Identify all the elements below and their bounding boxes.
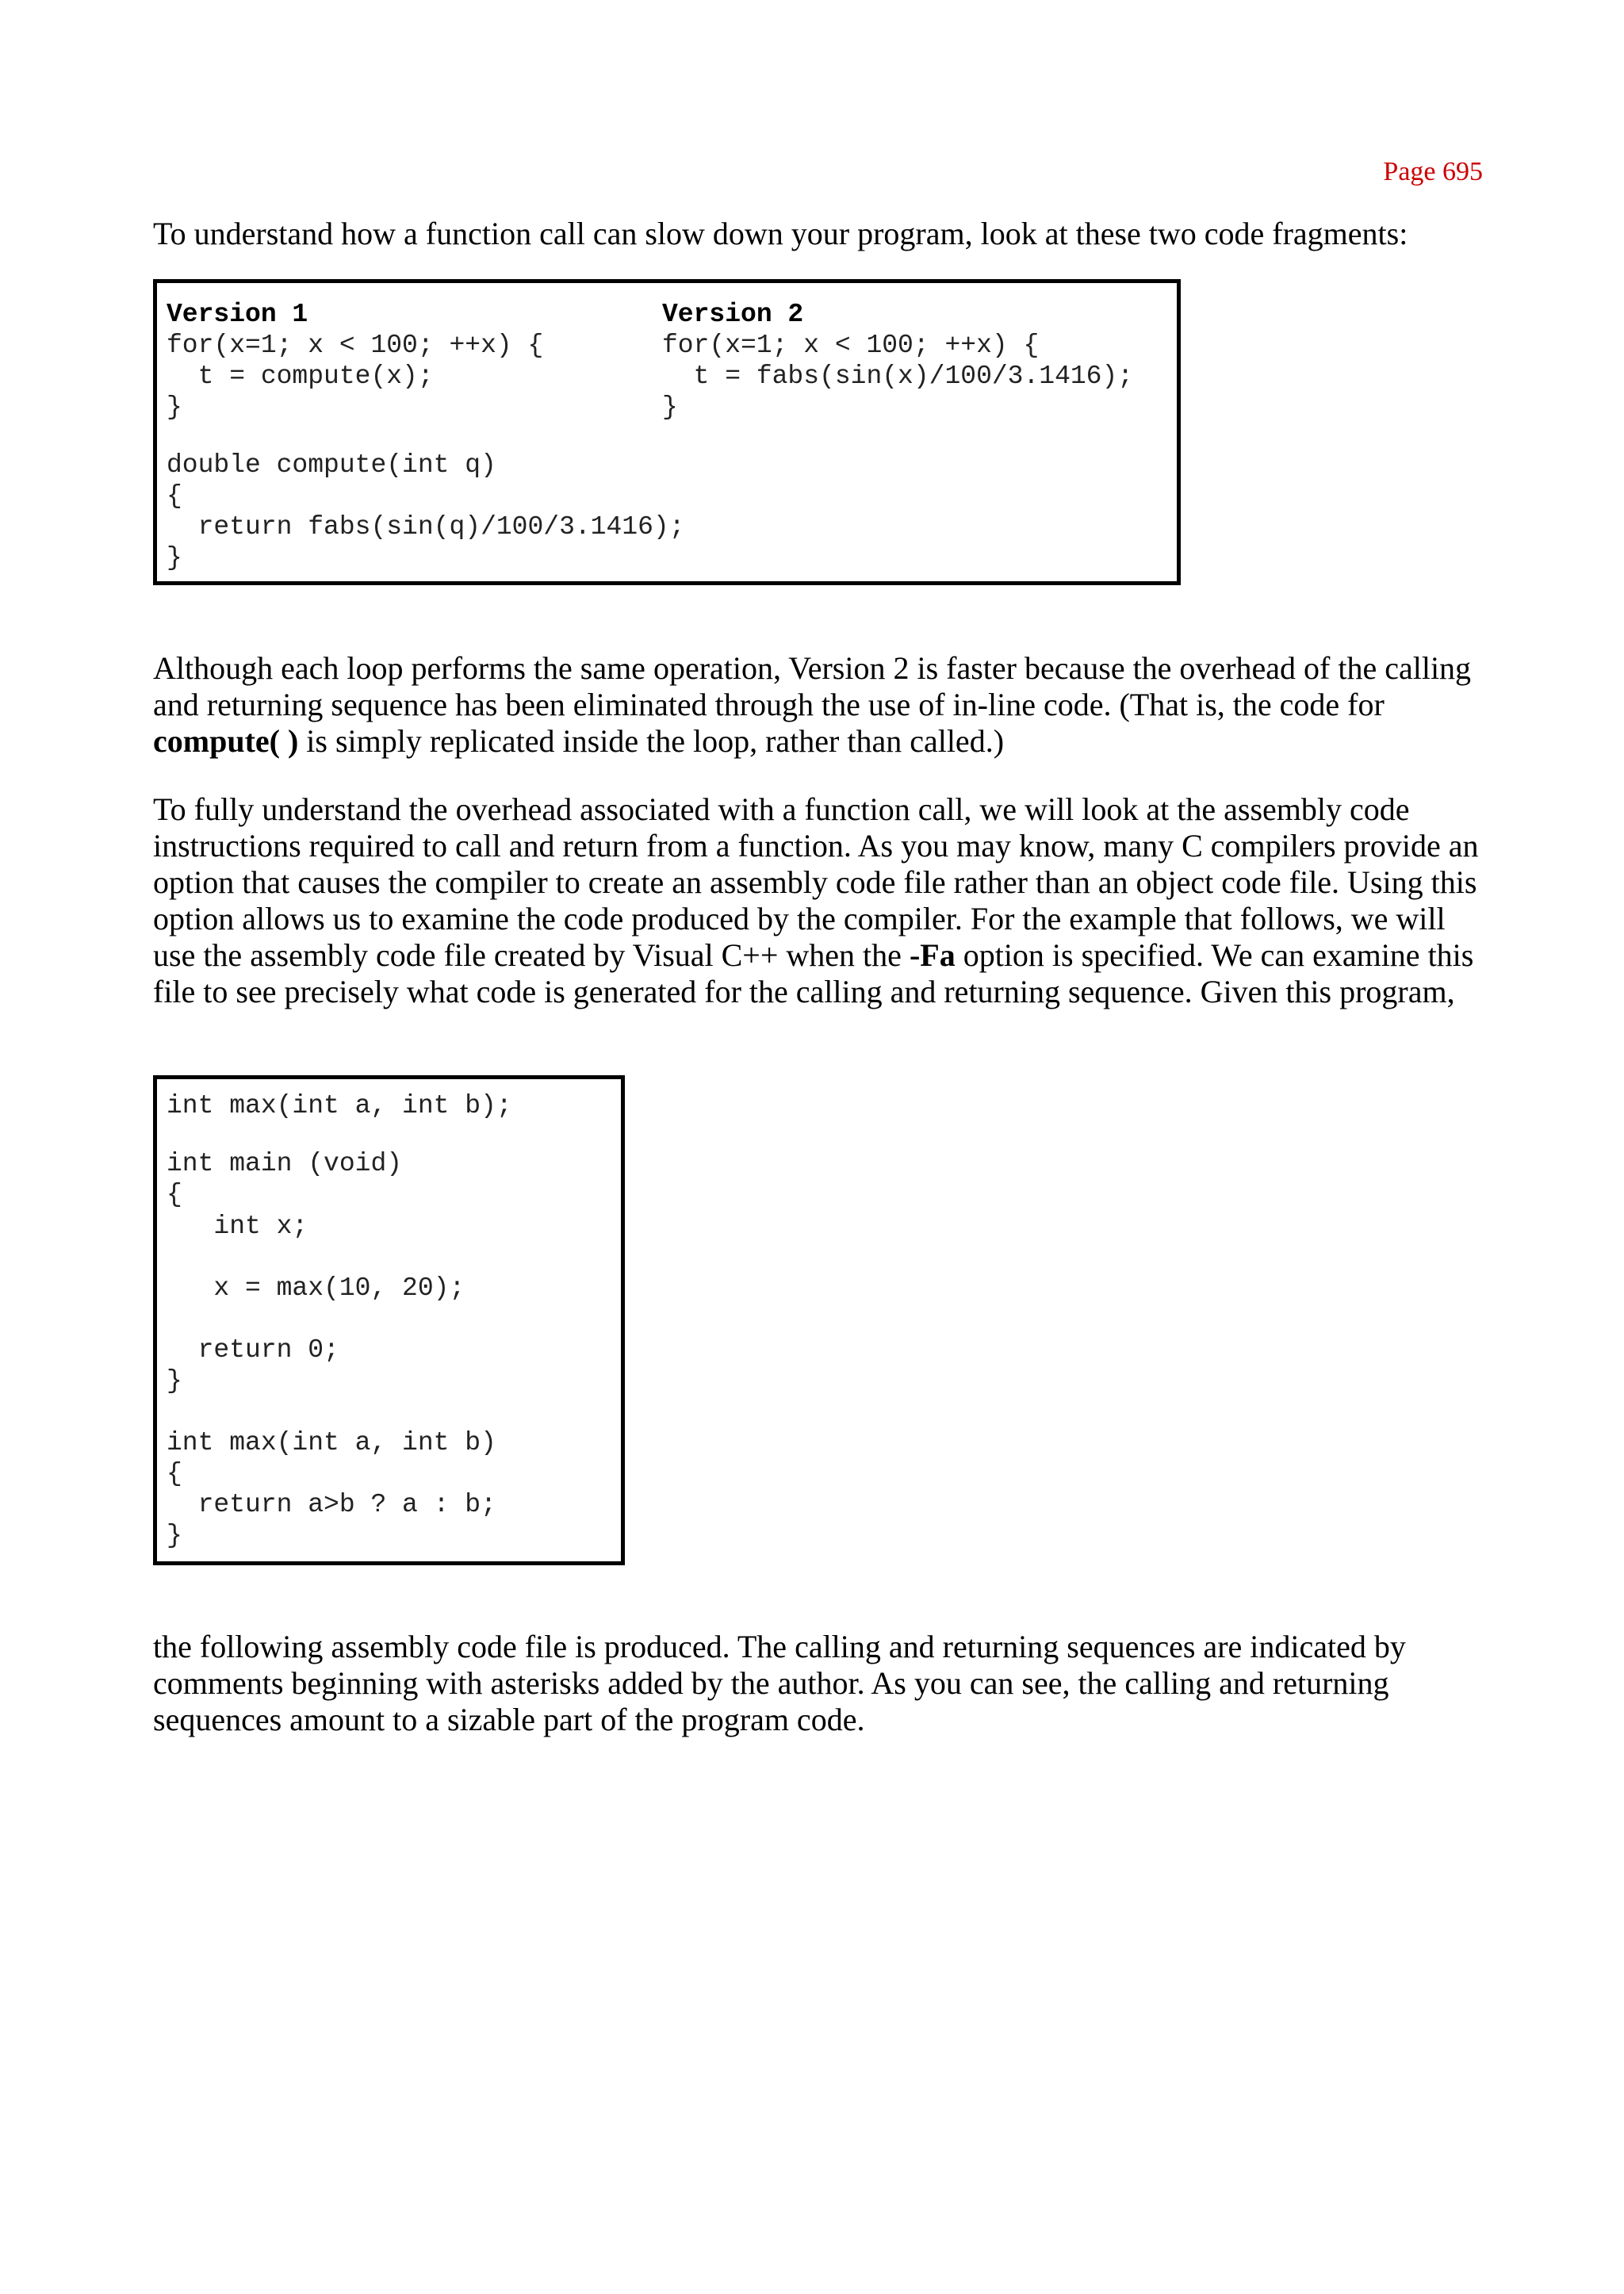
code-line: for(x=1; x < 100; ++x) { bbox=[662, 331, 1040, 360]
version-2-heading: Version 2 bbox=[662, 300, 804, 329]
code-fragment-versions bbox=[153, 279, 1181, 585]
paragraph-inline-code: Although each loop performs the same operation, Version 2 is faster because the overhead of the calling and returning sequence has been eliminated through the use of in-line code. (That is, the code for compute( ) is simply replicated inside the loop, rather than called.) bbox=[153, 650, 1472, 759]
paragraph-assembly-overview: To fully understand the overhead associated with a function call, we will look at the assembly code instructions required to call and return from a function. As you may know, many C compilers provide an option that causes the compiler to create an assembly code file rather than an object code file. Using this option allows us to examine the code produced by the compiler. For the example that follows, we will use the assembly code file created by Visual C++ when the -Fa option is specified. We can examine this file to see precisely what code is generated for the calling and returning sequence. Given this program, bbox=[153, 791, 1479, 1009]
code-line: return a>b ? a : b; bbox=[167, 1490, 496, 1519]
code-line: int max(int a, int b); bbox=[167, 1091, 512, 1120]
intro-paragraph: To understand how a function call can slow down your program, look at these two code fragments: bbox=[153, 216, 1408, 251]
code-line: return 0; bbox=[167, 1335, 339, 1365]
code-line: double compute(int q) bbox=[167, 450, 496, 480]
code-line: { bbox=[167, 1180, 182, 1209]
code-line: { bbox=[167, 1459, 182, 1488]
version-1-heading: Version 1 bbox=[167, 300, 308, 329]
code-line: t = fabs(sin(x)/100/3.1416); bbox=[662, 362, 1134, 391]
code-line: int main (void) bbox=[167, 1149, 403, 1178]
inline-function-name: compute( ) bbox=[153, 723, 299, 759]
page-number: Page 695 bbox=[1383, 157, 1483, 186]
code-line: return fabs(sin(q)/100/3.1416); bbox=[167, 512, 685, 542]
paragraph-assembly-result: the following assembly code file is produced. The calling and returning sequences are indicated by comments beginning with asterisks added by the author. As you can see, the calling and returning sequences amount to a sizable part of the program code. bbox=[153, 1629, 1406, 1737]
code-line: t = compute(x); bbox=[167, 362, 434, 391]
code-line: } bbox=[167, 393, 182, 422]
code-line: } bbox=[167, 543, 182, 573]
code-line: for(x=1; x < 100; ++x) { bbox=[167, 331, 544, 360]
code-line: } bbox=[167, 1521, 182, 1550]
code-line: int x; bbox=[167, 1212, 308, 1241]
code-line: { bbox=[167, 481, 182, 511]
code-line: } bbox=[167, 1366, 182, 1396]
compiler-option: -Fa bbox=[909, 937, 956, 973]
code-line: } bbox=[662, 393, 678, 422]
code-line: int max(int a, int b) bbox=[167, 1428, 496, 1457]
code-fragment-max-program bbox=[153, 1075, 625, 1565]
code-line: x = max(10, 20); bbox=[167, 1273, 465, 1303]
